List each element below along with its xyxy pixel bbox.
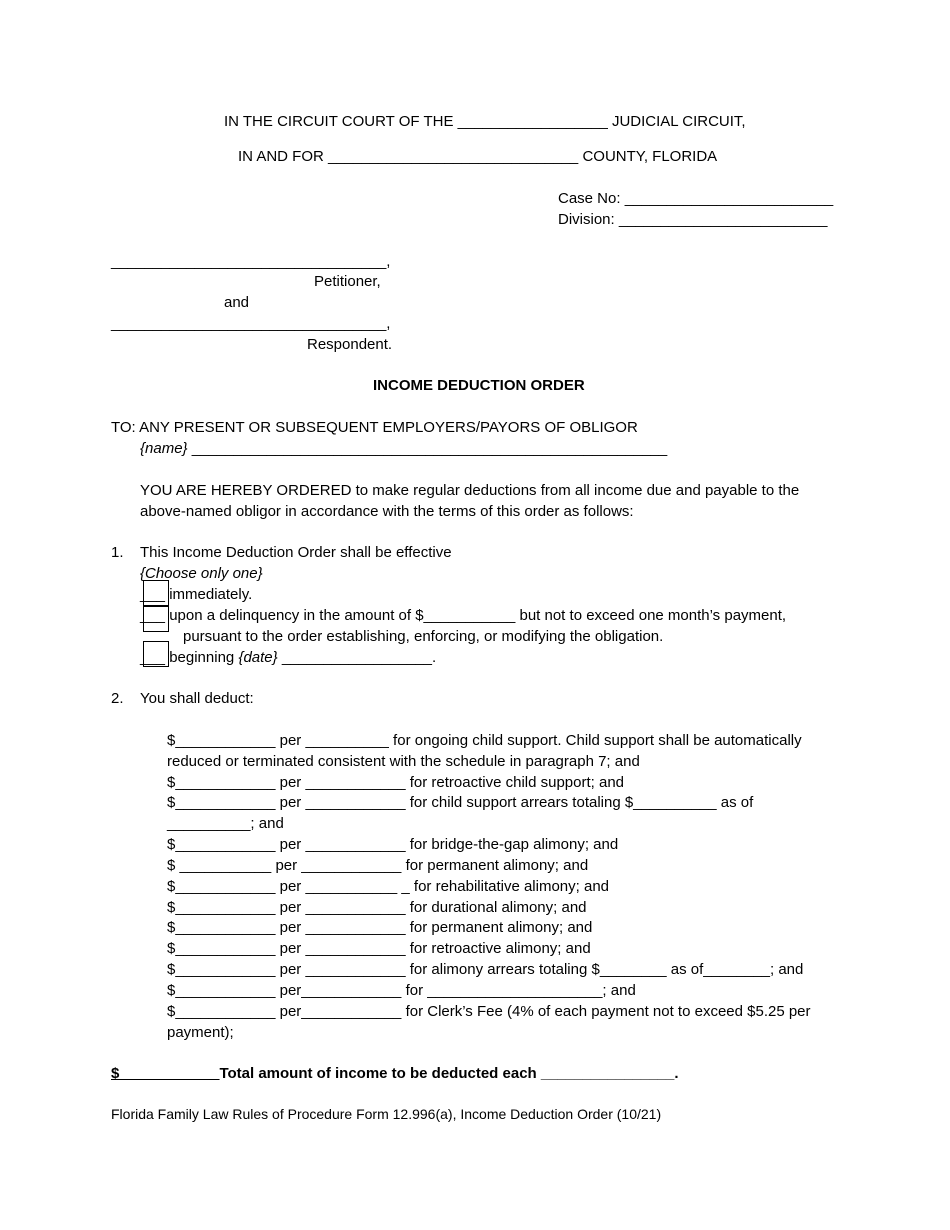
deduction-line[interactable]: __________; and: [167, 815, 284, 832]
total-deduction-text: Total amount of income to be deducted each ________________.: [219, 1065, 679, 1082]
deduction-line[interactable]: $____________ per __________ for ongoing child support. Child support shall be automatically: [167, 732, 802, 749]
deduction-line[interactable]: $____________ per ____________ for retroactive child support; and: [167, 774, 625, 791]
option-beginning-date: [140, 648, 436, 668]
deduction-line[interactable]: $____________ per ____________ for retroactive alimony; and: [167, 940, 591, 957]
ordered-paragraph-line-2: above-named obligor in accordance with the terms of this order as follows:: [140, 503, 634, 520]
item-1-number: 1.: [111, 544, 124, 561]
and-label: and: [224, 294, 250, 311]
beginning-date-field[interactable]: __________________.: [277, 649, 437, 666]
case-number-field[interactable]: Case No: _________________________: [558, 190, 834, 207]
item-2-number: 2.: [111, 690, 124, 707]
deduction-line[interactable]: $____________ per ____________ for durational alimony; and: [167, 899, 587, 916]
petitioner-label: Petitioner,: [314, 273, 381, 290]
item-2-text: You shall deduct:: [140, 690, 254, 707]
deduction-line: reduced or terminated consistent with the schedule in paragraph 7; and: [167, 753, 640, 770]
form-footer: Florida Family Law Rules of Procedure Form 12.996(a), Income Deduction Order (10/21): [111, 1106, 662, 1122]
obligor-name-field[interactable]: _________________________________________________________: [187, 440, 668, 457]
deduction-line: payment);: [167, 1024, 234, 1041]
option-delinquency-continued: pursuant to the order establishing, enforcing, or modifying the obligation.: [183, 628, 664, 645]
deduction-line[interactable]: $____________ per ____________ for permanent alimony; and: [167, 919, 593, 936]
deduction-line[interactable]: $____________ per____________ for Clerk’s Fee (4% of each payment not to exceed $5.25 per: [167, 1003, 811, 1020]
document-title: INCOME DEDUCTION ORDER: [373, 377, 585, 394]
name-label: {name}: [140, 440, 188, 457]
division-field[interactable]: Division: _________________________: [558, 211, 828, 228]
deduction-line[interactable]: $____________ per____________ for _____________________; and: [167, 982, 636, 999]
beginning-label: ___ beginning: [140, 649, 239, 666]
option-immediately: ___ immediately.: [140, 586, 253, 603]
ordered-paragraph-line-1: YOU ARE HEREBY ORDERED to make regular deductions from all income due and payable to the: [140, 482, 800, 499]
respondent-label: Respondent.: [307, 336, 393, 353]
deduction-line[interactable]: $____________ per ___________ _ for rehabilitative alimony; and: [167, 878, 610, 895]
deduction-line[interactable]: $____________ per ____________ for alimony arrears totaling $________ as of________; and: [167, 961, 804, 978]
total-amount-field[interactable]: $____________: [111, 1065, 220, 1082]
choose-only-one-instruction: {Choose only one}: [140, 565, 263, 582]
deduction-line[interactable]: $____________ per ____________ for bridge-the-gap alimony; and: [167, 836, 619, 853]
obligor-name-line[interactable]: [140, 439, 667, 459]
county-line: IN AND FOR ______________________________ COUNTY, FLORIDA: [238, 148, 718, 165]
petitioner-name-field[interactable]: _________________________________,: [111, 253, 391, 270]
deduction-line[interactable]: $ ___________ per ____________ for permanent alimony; and: [167, 857, 589, 874]
total-deduction-line: [111, 1064, 679, 1084]
court-circuit-line: IN THE CIRCUIT COURT OF THE __________________ JUDICIAL CIRCUIT,: [224, 113, 746, 130]
to-employers-line: TO: ANY PRESENT OR SUBSEQUENT EMPLOYERS/PAYORS OF OBLIGOR: [111, 419, 638, 436]
option-delinquency: ___ upon a delinquency in the amount of $___________ but not to exceed one month’s payment,: [140, 607, 787, 624]
item-1-text: This Income Deduction Order shall be effective: [140, 544, 452, 561]
date-label: {date}: [238, 649, 278, 666]
respondent-name-field[interactable]: _________________________________,: [111, 315, 391, 332]
deduction-line[interactable]: $____________ per ____________ for child support arrears totaling $__________ as of: [167, 794, 754, 811]
